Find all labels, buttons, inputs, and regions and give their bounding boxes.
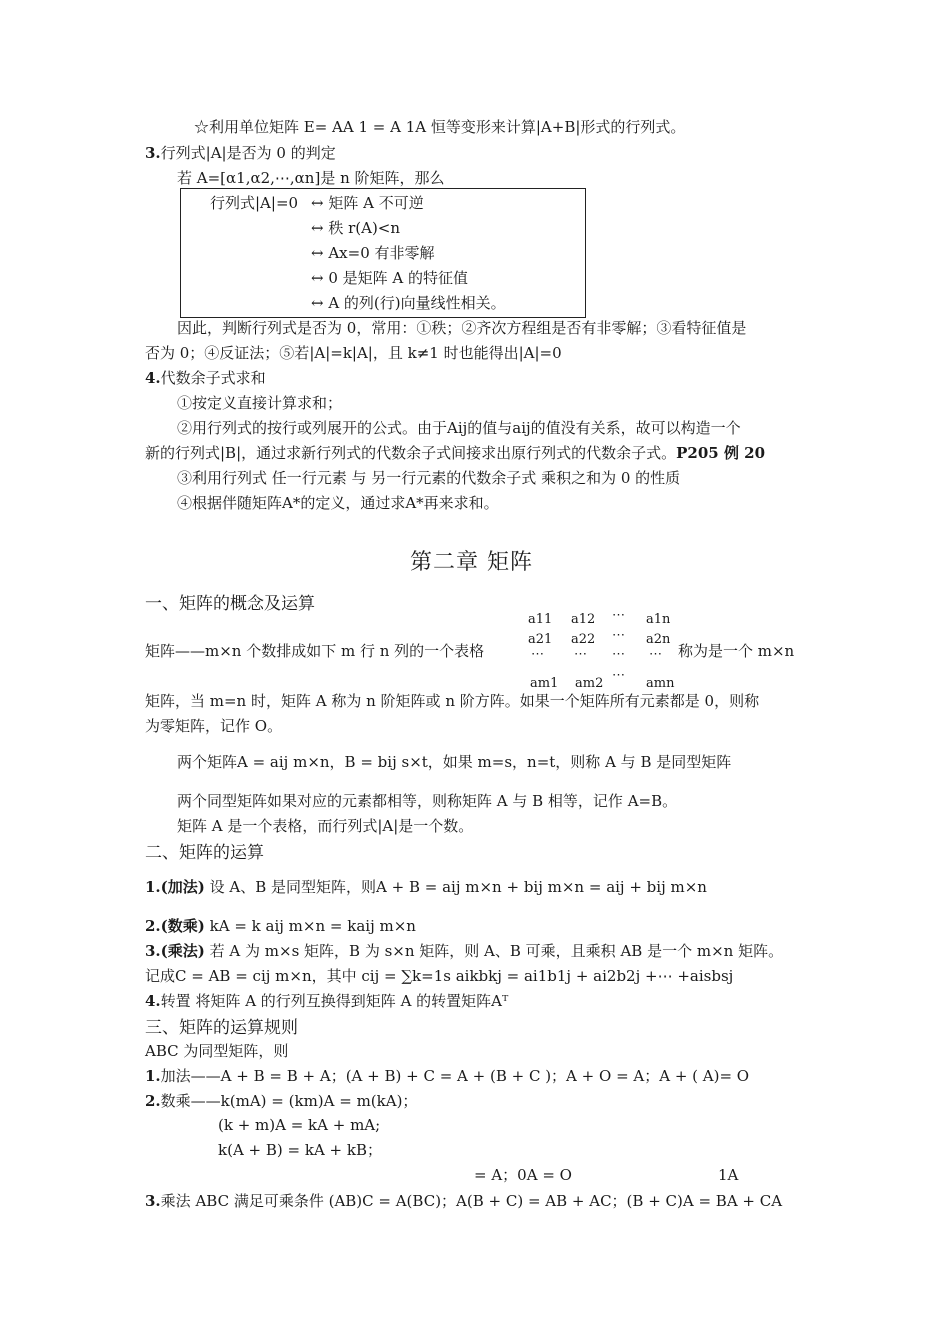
equal-definition: 两个同型矩阵如果对应的元素都相等，则称矩阵 A 与 B 相等，记作 A=B。 <box>177 792 678 810</box>
op-transpose-number: 4. <box>145 992 161 1010</box>
op-addition-number: 1.(加法) <box>145 878 205 896</box>
section-3-title: 行列式|A|是否为 0 的判定 <box>160 144 336 162</box>
op-addition-text: 设 A、B 是同型矩阵，则A + B = aij m×n + bij m×n = aij + bij m×n <box>209 878 707 896</box>
section-3-heading <box>145 143 336 163</box>
rule-scalar-2: (k + m)A = kA + mA; <box>218 1116 381 1134</box>
op-transpose <box>145 991 508 1011</box>
op-addition <box>145 877 707 897</box>
section-3-number: 3. <box>145 144 161 162</box>
part-2-title: 二、矩阵的运算 <box>145 843 264 863</box>
matrix-dots-2: ⋯ <box>612 628 625 643</box>
section-3-intro: 若 A=[α1,α2,⋯,αn]是 n 阶矩阵，那么 <box>177 169 445 187</box>
box-item-2: ↔ 秩 r(A)<n <box>311 219 401 237</box>
page-reference: P205 例 20 <box>676 444 766 462</box>
matrix-a2n: a2n <box>646 632 671 647</box>
rule-scalar-number: 2. <box>145 1092 161 1110</box>
section-4-item-2-text: 新的行列式|B|，通过求新行列式的代数余子式间接求出原行列式的代数余子式。 <box>145 444 677 462</box>
rule-scalar-4b: 1A <box>718 1166 739 1184</box>
op-multiplication-number: 3.(乘法) <box>145 942 205 960</box>
rule-scalar-text: 数乘——k(mA) = (km)A = m(kA)； <box>160 1092 418 1110</box>
matrix-a22: a22 <box>571 632 596 647</box>
section-4-title: 代数余子式求和 <box>160 369 266 387</box>
rule-scalar-3: k(A + B) = kA + kB； <box>218 1141 382 1159</box>
matrix-dots-3d: ⋯ <box>649 647 662 662</box>
box-item-1: ↔ 矩阵 A 不可逆 <box>311 194 424 212</box>
section-4-item-4: ④根据伴随矩阵A*的定义，通过求A*再来求和。 <box>177 494 499 512</box>
section-4-heading <box>145 368 266 388</box>
chapter-title: 第二章 矩阵 <box>410 550 533 575</box>
rule-scalar-4: = A；0A = O <box>474 1166 572 1184</box>
matrix-amn: amn <box>646 676 675 691</box>
box-item-3: ↔ Ax=0 有非零解 <box>311 244 435 262</box>
rule-multiplication-number: 3. <box>145 1192 161 1210</box>
matrix-a21: a21 <box>528 632 553 647</box>
matrix-dots-1: ⋯ <box>612 608 625 623</box>
matrix-dots-4: ⋯ <box>612 668 625 683</box>
matrix-definition-left: 矩阵——m×n 个数排成如下 m 行 n 列的一个表格 <box>145 642 485 660</box>
op-scalar-text: kA = k aij m×n = kaij m×n <box>209 917 416 935</box>
box-item-4: ↔ 0 是矩阵 A 的特征值 <box>311 269 469 287</box>
op-multiplication-formula: 记成C = AB = cij m×n，其中 cij = ∑k=1s aikbkj = ai1b1j + ai2b2j +⋯ +aisbsj <box>145 967 734 985</box>
same-type-definition: 两个矩阵A = aij m×n，B = bij s×t，如果 m=s，n=t，则称 A 与 B 是同型矩阵 <box>177 753 732 771</box>
rule-addition-number: 1. <box>145 1067 161 1085</box>
rule-scalar <box>145 1091 417 1111</box>
matrix-dots-3a: ⋯ <box>531 647 544 662</box>
box-lhs: 行列式|A|=0 <box>210 194 299 212</box>
op-multiplication <box>145 941 783 961</box>
rule-multiplication-text: 乘法 ABC 满足可乘条件 (AB)C = A(BC)；A(B + C) = AB + AC；(B + C)A = BA + CA <box>160 1192 783 1210</box>
section-4-item-3: ③利用行列式 任一行元素 与 另一行元素的代数余子式 乘积之和为 0 的性质 <box>177 469 681 487</box>
matrix-a1n: a1n <box>646 612 671 627</box>
matrix-am1: am1 <box>530 676 559 691</box>
section-3-note-2: 否为 0；④反证法；⑤若|A|=k|A|，且 k≠1 时也能得出|A|=0 <box>145 344 562 362</box>
op-multiplication-text: 若 A 为 m×s 矩阵，B 为 s×n 矩阵，则 A、B 可乘，且乘积 AB 是一个 m×n 矩阵。 <box>209 942 784 960</box>
op-transpose-text: 转置 将矩阵 A 的行列互换得到矩阵 A 的转置矩阵Aᵀ <box>160 992 509 1010</box>
section-4-number: 4. <box>145 369 161 387</box>
matrix-dots-3c: ⋯ <box>612 647 625 662</box>
op-scalar <box>145 916 416 936</box>
rule-addition <box>145 1066 749 1086</box>
matrix-a11: a11 <box>528 612 553 627</box>
part-3-title: 三、矩阵的运算规则 <box>145 1018 298 1038</box>
table-vs-determinant: 矩阵 A 是一个表格，而行列式|A|是一个数。 <box>177 817 474 835</box>
section-3-note-1: 因此，判断行列式是否为 0，常用：①秩；②齐次方程组是否有非零解；③看特征值是 <box>177 319 747 337</box>
op-scalar-number: 2.(数乘) <box>145 917 205 935</box>
section-4-item-1: ①按定义直接计算求和； <box>177 394 343 412</box>
matrix-definition-3: 为零矩阵，记作 O。 <box>145 717 283 735</box>
matrix-definition-right: 称为是一个 m×n <box>678 642 795 660</box>
rules-intro: ABC 为同型矩阵，则 <box>145 1042 289 1060</box>
rule-multiplication <box>145 1191 782 1211</box>
identity-matrix-tip: ☆利用单位矩阵 E= AA 1 = A 1A 恒等变形来计算|A+B|形式的行列式。 <box>194 118 686 136</box>
section-4-item-2-cont <box>145 443 765 463</box>
part-1-title: 一、矩阵的概念及运算 <box>145 594 315 614</box>
rule-addition-text: 加法——A + B = B + A；(A + B) + C = A + (B + C )；A + O = A；A + ( A)= O <box>160 1067 750 1085</box>
matrix-am2: am2 <box>575 676 604 691</box>
section-4-item-2: ②用行列式的按行或列展开的公式。由于Aij的值与aij的值没有关系，故可以构造一个 <box>177 419 741 437</box>
matrix-definition-2: 矩阵，当 m=n 时，矩阵 A 称为 n 阶矩阵或 n 阶方阵。如果一个矩阵所有元素都是 0，则称 <box>145 692 760 710</box>
box-item-5: ↔ A 的列(行)向量线性相关。 <box>311 294 506 312</box>
matrix-dots-3b: ⋯ <box>574 647 587 662</box>
matrix-a12: a12 <box>571 612 596 627</box>
